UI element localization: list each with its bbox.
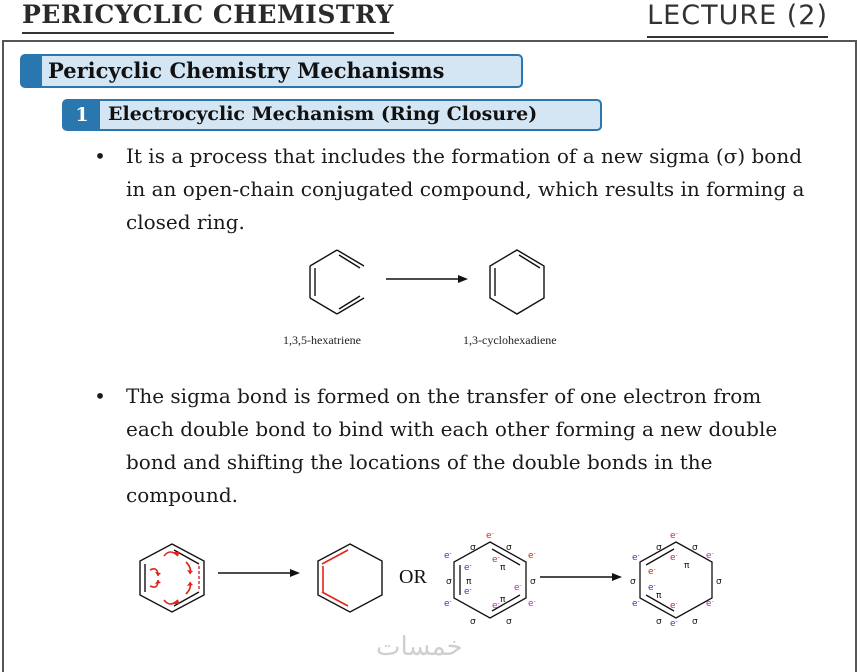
svg-text:e- xyxy=(648,582,656,593)
electron-label: e xyxy=(528,551,534,561)
section-accent xyxy=(22,56,42,86)
or-label: OR xyxy=(399,566,427,588)
electron-charge: - xyxy=(675,530,678,537)
reaction-arrow xyxy=(386,272,468,286)
page-frame xyxy=(2,40,857,672)
electron-charge: - xyxy=(653,566,656,573)
sigma-label: σ xyxy=(692,543,698,553)
course-title: PERICYCLIC CHEMISTRY xyxy=(22,0,394,34)
electron-charge: - xyxy=(497,554,500,561)
electron-label: e xyxy=(648,567,654,577)
svg-text:e- xyxy=(670,552,678,563)
sigma-label: σ xyxy=(630,577,636,587)
sigma-label: σ xyxy=(530,577,536,587)
svg-text:e- xyxy=(632,552,640,563)
svg-text:e- xyxy=(528,550,536,561)
electron-label: e xyxy=(486,531,492,541)
sigma-label: σ xyxy=(656,543,662,553)
svg-text:e- xyxy=(492,554,500,565)
electron-charge: - xyxy=(519,582,522,589)
electron-label: e xyxy=(632,553,638,563)
section-banner xyxy=(20,54,523,88)
electron-charge: - xyxy=(497,600,500,607)
curved-arrow-mechanism xyxy=(134,540,214,616)
electron-label: e xyxy=(706,551,712,561)
bullet-text: It is a process that includes the formation of a new sigma (σ) bond in an open-chain conjugated compound, which results in forming a closed ring. xyxy=(126,144,805,234)
cyclohexadiene-structure xyxy=(480,240,560,320)
electron-labeled-hexatriene xyxy=(440,528,540,628)
electron-charge: - xyxy=(711,550,714,557)
svg-text:e- xyxy=(486,530,494,541)
electron-charge: - xyxy=(469,586,472,593)
electron-charge: - xyxy=(675,618,678,625)
electron-charge: - xyxy=(449,550,452,557)
electron-label: e xyxy=(706,599,712,609)
hexatriene-structure xyxy=(300,240,380,320)
electron-label: e xyxy=(528,599,534,609)
electron-label: e xyxy=(464,563,470,573)
subsection-banner xyxy=(62,99,602,131)
svg-text:e- xyxy=(464,562,472,573)
sigma-label: σ xyxy=(692,617,698,627)
sigma-label: σ xyxy=(470,543,476,553)
svg-text:e- xyxy=(670,530,678,541)
electron-charge: - xyxy=(711,598,714,605)
pi-label: π xyxy=(466,577,472,587)
section-title: Pericyclic Chemistry Mechanisms xyxy=(48,58,445,83)
sigma-label: σ xyxy=(716,577,722,587)
svg-text:e- xyxy=(464,586,472,597)
pi-label: π xyxy=(656,591,662,601)
pi-label: π xyxy=(500,563,506,573)
product-label: 1,3-cyclohexadiene xyxy=(463,333,557,347)
pi-label: π xyxy=(500,595,506,605)
pi-label: π xyxy=(684,561,690,571)
electron-charge: - xyxy=(675,552,678,559)
svg-text:e- xyxy=(706,550,714,561)
electron-charge: - xyxy=(533,550,536,557)
electron-charge: - xyxy=(533,598,536,605)
sigma-label: σ xyxy=(470,617,476,627)
bullet-dot-icon: • xyxy=(94,144,106,168)
svg-text:e- xyxy=(528,598,536,609)
reaction-arrow xyxy=(540,570,622,584)
svg-text:e- xyxy=(444,598,452,609)
electron-charge: - xyxy=(469,562,472,569)
electron-label: e xyxy=(670,531,676,541)
bullet-dot-icon: • xyxy=(94,384,106,408)
sigma-label: σ xyxy=(446,577,452,587)
reactant-label: 1,3,5-hexatriene xyxy=(283,333,361,347)
electron-label: e xyxy=(492,555,498,565)
electron-charge: - xyxy=(637,552,640,559)
electron-label: e xyxy=(514,583,520,593)
sigma-label: σ xyxy=(506,617,512,627)
svg-text:e- xyxy=(670,618,678,629)
svg-text:e- xyxy=(648,566,656,577)
electron-charge: - xyxy=(637,598,640,605)
svg-text:e- xyxy=(632,598,640,609)
electron-label: e xyxy=(464,587,470,597)
sigma-label: σ xyxy=(506,543,512,553)
subsection-title: Electrocyclic Mechanism (Ring Closure) xyxy=(108,103,538,125)
electron-label: e xyxy=(632,599,638,609)
sigma-label: σ xyxy=(656,617,662,627)
bullet-text: The sigma bond is formed on the transfer of one electron from each double bond to bind with each other forming a new double bond and shifting the locations of the double bonds in the compound. xyxy=(126,384,778,507)
electron-label: e xyxy=(670,601,676,611)
reaction-arrow xyxy=(218,566,300,580)
electron-label: e xyxy=(492,601,498,611)
electron-label: e xyxy=(648,583,654,593)
svg-text:e- xyxy=(444,550,452,561)
bullet-point xyxy=(90,140,810,240)
svg-text:e- xyxy=(670,600,678,611)
electron-label: e xyxy=(670,619,676,629)
svg-text:e- xyxy=(514,582,522,593)
electron-charge: - xyxy=(675,600,678,607)
electron-charge: - xyxy=(449,598,452,605)
watermark: خمسات xyxy=(376,632,463,662)
bullet-point xyxy=(90,380,810,512)
subsection-number: 1 xyxy=(64,101,100,129)
electron-charge: - xyxy=(653,582,656,589)
svg-text:e- xyxy=(706,598,714,609)
electron-label: e xyxy=(444,599,450,609)
cyclohexadiene-product xyxy=(312,540,392,616)
electron-label: e xyxy=(670,553,676,563)
electron-label: e xyxy=(444,551,450,561)
svg-text:e- xyxy=(492,600,500,611)
electron-labeled-cyclohexadiene xyxy=(626,528,726,628)
lecture-title: LECTURE (2) xyxy=(647,0,828,38)
electron-charge: - xyxy=(491,530,494,537)
